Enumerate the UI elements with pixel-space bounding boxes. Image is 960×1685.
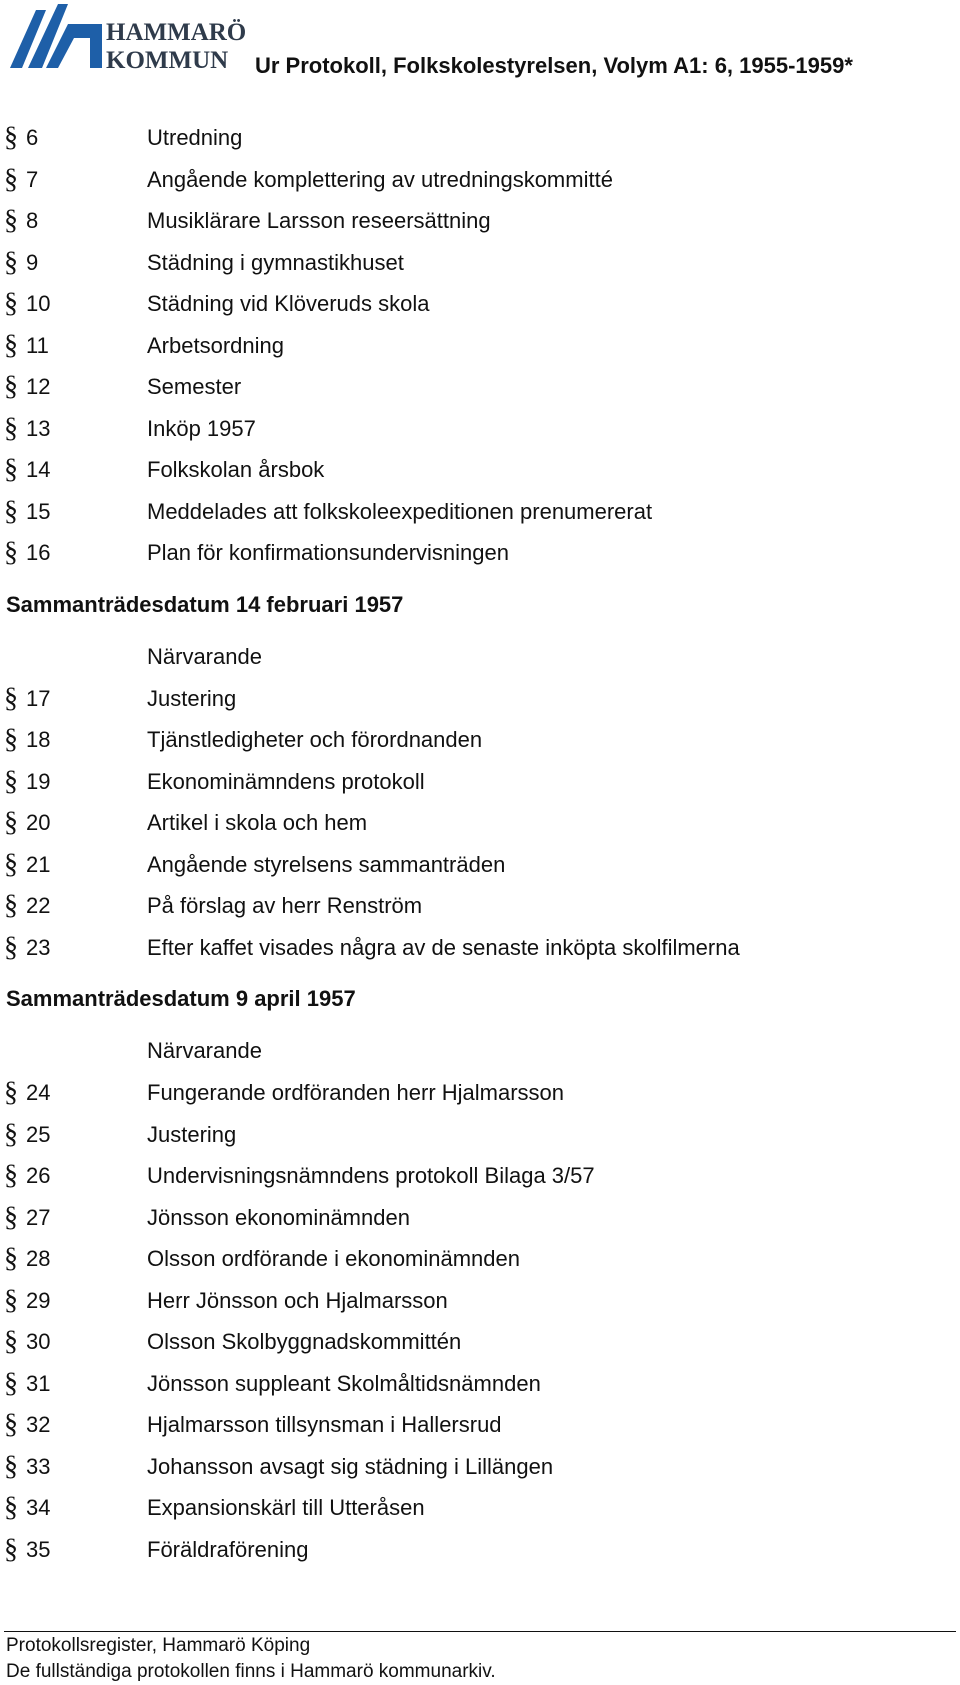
paragraph-sign-icon: § — [4, 1077, 18, 1108]
protocol-register — [0, 117, 960, 1570]
paragraph-sign-icon: § — [4, 371, 18, 402]
footer-line-2: De fullständiga protokollen finns i Hammarö kommunarkiv. — [6, 1661, 496, 1682]
paragraph-title: Angående styrelsens sammanträden — [147, 851, 506, 877]
paragraph-number: 25 — [26, 1121, 51, 1147]
paragraph-entry — [0, 885, 960, 927]
paragraph-sign-icon: § — [4, 246, 18, 278]
paragraph-number: 22 — [26, 893, 51, 918]
attendance-label: Närvarande — [147, 643, 262, 669]
paragraph-title: Musiklärare Larsson reseersättning — [147, 208, 491, 233]
paragraph-entry — [0, 1155, 960, 1197]
paragraph-entry — [0, 325, 960, 367]
paragraph-entry — [0, 1114, 960, 1156]
paragraph-sign-icon: § — [4, 890, 18, 921]
paragraph-entry — [0, 408, 960, 450]
paragraph-title: Plan för konfirmationsundervisningen — [147, 540, 509, 565]
paragraph-number: 18 — [26, 727, 51, 752]
paragraph-title: Ekonominämndens protokoll — [147, 768, 425, 794]
paragraph-entry — [0, 678, 960, 720]
paragraph-entry — [0, 1404, 960, 1446]
paragraph-sign-icon: § — [4, 205, 18, 236]
paragraph-sign-icon: § — [4, 537, 18, 568]
paragraph-number: 16 — [26, 540, 51, 565]
paragraph-title: Arbetsordning — [147, 332, 284, 358]
paragraph-entry — [0, 366, 960, 408]
paragraph-entry — [0, 1072, 960, 1114]
paragraph-entry — [0, 449, 960, 491]
paragraph-sign-icon: § — [4, 495, 18, 527]
paragraph-number: 7 — [26, 166, 39, 192]
paragraph-sign-icon: § — [4, 1367, 18, 1399]
paragraph-number: 14 — [26, 457, 51, 482]
attendance-row — [0, 1030, 960, 1072]
paragraph-title: Artikel i skola och hem — [147, 810, 368, 835]
paragraph-number: 15 — [26, 498, 51, 524]
paragraph-title: Utredning — [147, 125, 243, 150]
attendance-row — [0, 636, 960, 678]
paragraph-entry — [0, 761, 960, 803]
paragraph-entry — [0, 1280, 960, 1322]
paragraph-title: Angående komplettering av utredningskommitté — [147, 166, 613, 192]
paragraph-title: Städning i gymnastikhuset — [147, 249, 404, 275]
footer-line-1: Protokollsregister, Hammarö Köping — [6, 1635, 311, 1656]
paragraph-entry — [0, 1529, 960, 1571]
page-header — [0, 0, 960, 100]
paragraph-entry — [0, 1321, 960, 1363]
paragraph-entry — [0, 1197, 960, 1239]
paragraph-title: Undervisningsnämndens protokoll Bilaga 3/57 — [147, 1163, 595, 1188]
paragraph-sign-icon: § — [4, 1284, 18, 1316]
attendance-label: Närvarande — [147, 1038, 262, 1063]
paragraph-sign-icon: § — [4, 1160, 18, 1191]
paragraph-number: 29 — [26, 1287, 51, 1313]
paragraph-sign-icon: § — [4, 288, 18, 319]
paragraph-number: 26 — [26, 1163, 51, 1188]
paragraph-title: Olsson ordförande i ekonominämnden — [147, 1246, 521, 1271]
paragraph-number: 30 — [26, 1329, 51, 1354]
paragraph-title: Expansionskärl till Utteråsen — [147, 1495, 425, 1520]
paragraph-entry — [0, 159, 960, 201]
paragraph-number: 9 — [26, 249, 39, 275]
paragraph-entry — [0, 1238, 960, 1280]
paragraph-title: Johansson avsagt sig städning i Lillängen — [147, 1453, 554, 1479]
paragraph-title: Jönsson ekonominämnden — [147, 1204, 410, 1230]
paragraph-number: 8 — [26, 208, 39, 233]
paragraph-sign-icon: § — [4, 931, 18, 963]
paragraph-title: Semester — [147, 374, 242, 399]
paragraph-entry — [0, 532, 960, 574]
paragraph-number: 12 — [26, 374, 51, 399]
paragraph-title: Folkskolan årsbok — [147, 457, 325, 482]
paragraph-sign-icon: § — [4, 329, 18, 361]
paragraph-entry — [0, 1446, 960, 1488]
paragraph-sign-icon: § — [4, 1118, 18, 1150]
logo-text-line2: KOMMUN — [106, 47, 229, 74]
paragraph-sign-icon: § — [4, 163, 18, 195]
paragraph-title: Föräldraförening — [147, 1536, 309, 1562]
paragraph-entry — [0, 117, 960, 159]
paragraph-title: Fungerande ordföranden herr Hjalmarsson — [147, 1080, 565, 1105]
paragraph-entry — [0, 802, 960, 844]
hammaro-logo-mark-icon — [6, 4, 246, 76]
paragraph-number: 19 — [26, 768, 51, 794]
paragraph-title: Olsson Skolbyggnadskommittén — [147, 1329, 462, 1354]
paragraph-sign-icon: § — [4, 848, 18, 880]
paragraph-number: 35 — [26, 1536, 51, 1562]
paragraph-number: 10 — [26, 291, 51, 316]
paragraph-number: 33 — [26, 1453, 51, 1479]
paragraph-title: Meddelades att folkskoleexpeditionen prenumererat — [147, 498, 653, 524]
paragraph-entry — [0, 1363, 960, 1405]
paragraph-number: 27 — [26, 1204, 51, 1230]
paragraph-number: 17 — [26, 685, 51, 711]
paragraph-number: 34 — [26, 1495, 51, 1520]
paragraph-sign-icon: § — [4, 1409, 18, 1440]
paragraph-sign-icon: § — [4, 1201, 18, 1233]
paragraph-title: Städning vid Klöveruds skola — [147, 291, 430, 316]
paragraph-number: 11 — [26, 332, 49, 358]
paragraph-number: 6 — [26, 125, 39, 150]
paragraph-sign-icon: § — [4, 1492, 18, 1523]
paragraph-number: 28 — [26, 1246, 51, 1271]
paragraph-sign-icon: § — [4, 807, 18, 838]
paragraph-entry — [0, 1487, 960, 1529]
paragraph-number: 23 — [26, 934, 51, 960]
paragraph-number: 20 — [26, 810, 51, 835]
session-date-heading: Sammanträdesdatum 9 april 1957 — [6, 986, 356, 1011]
paragraph-entry — [0, 242, 960, 284]
paragraph-entry — [0, 844, 960, 886]
paragraph-title: Jönsson suppleant Skolmåltidsnämnden — [147, 1370, 541, 1396]
paragraph-title: Hjalmarsson tillsynsman i Hallersrud — [147, 1412, 502, 1437]
hammaro-kommun-logo — [6, 4, 246, 76]
paragraph-entry — [0, 719, 960, 761]
paragraph-entry — [0, 283, 960, 325]
paragraph-sign-icon: § — [4, 412, 18, 444]
paragraph-title: På förslag av herr Renström — [147, 893, 423, 918]
paragraph-title: Justering — [147, 685, 237, 711]
paragraph-sign-icon: § — [4, 1326, 18, 1357]
paragraph-sign-icon: § — [4, 682, 18, 714]
paragraph-sign-icon: § — [4, 1243, 18, 1274]
paragraph-number: 24 — [26, 1080, 51, 1105]
paragraph-entry — [0, 927, 960, 969]
paragraph-title: Efter kaffet visades några av de senaste inköpta skolfilmerna — [147, 934, 740, 960]
paragraph-sign-icon: § — [4, 454, 18, 485]
footer-divider — [4, 1631, 956, 1632]
paragraph-sign-icon: § — [4, 765, 18, 797]
paragraph-sign-icon: § — [4, 1450, 18, 1482]
paragraph-number: 13 — [26, 415, 51, 441]
paragraph-sign-icon: § — [4, 122, 18, 153]
paragraph-entry — [0, 491, 960, 533]
paragraph-sign-icon: § — [4, 1533, 18, 1565]
session-date-heading: Sammanträdesdatum 14 februari 1957 — [6, 591, 404, 617]
paragraph-title: Inköp 1957 — [147, 415, 256, 441]
paragraph-sign-icon: § — [4, 724, 18, 755]
paragraph-title: Herr Jönsson och Hjalmarsson — [147, 1287, 448, 1313]
paragraph-title: Justering — [147, 1121, 237, 1147]
paragraph-entry — [0, 200, 960, 242]
document-title: Ur Protokoll, Folkskolestyrelsen, Volym A1: 6, 1955-1959* — [255, 53, 853, 78]
paragraph-number: 31 — [26, 1370, 51, 1396]
paragraph-number: 21 — [26, 851, 51, 877]
paragraph-title: Tjänstledigheter och förordnanden — [147, 727, 483, 752]
logo-text-line1: HAMMARÖ — [106, 19, 246, 46]
paragraph-number: 32 — [26, 1412, 51, 1437]
